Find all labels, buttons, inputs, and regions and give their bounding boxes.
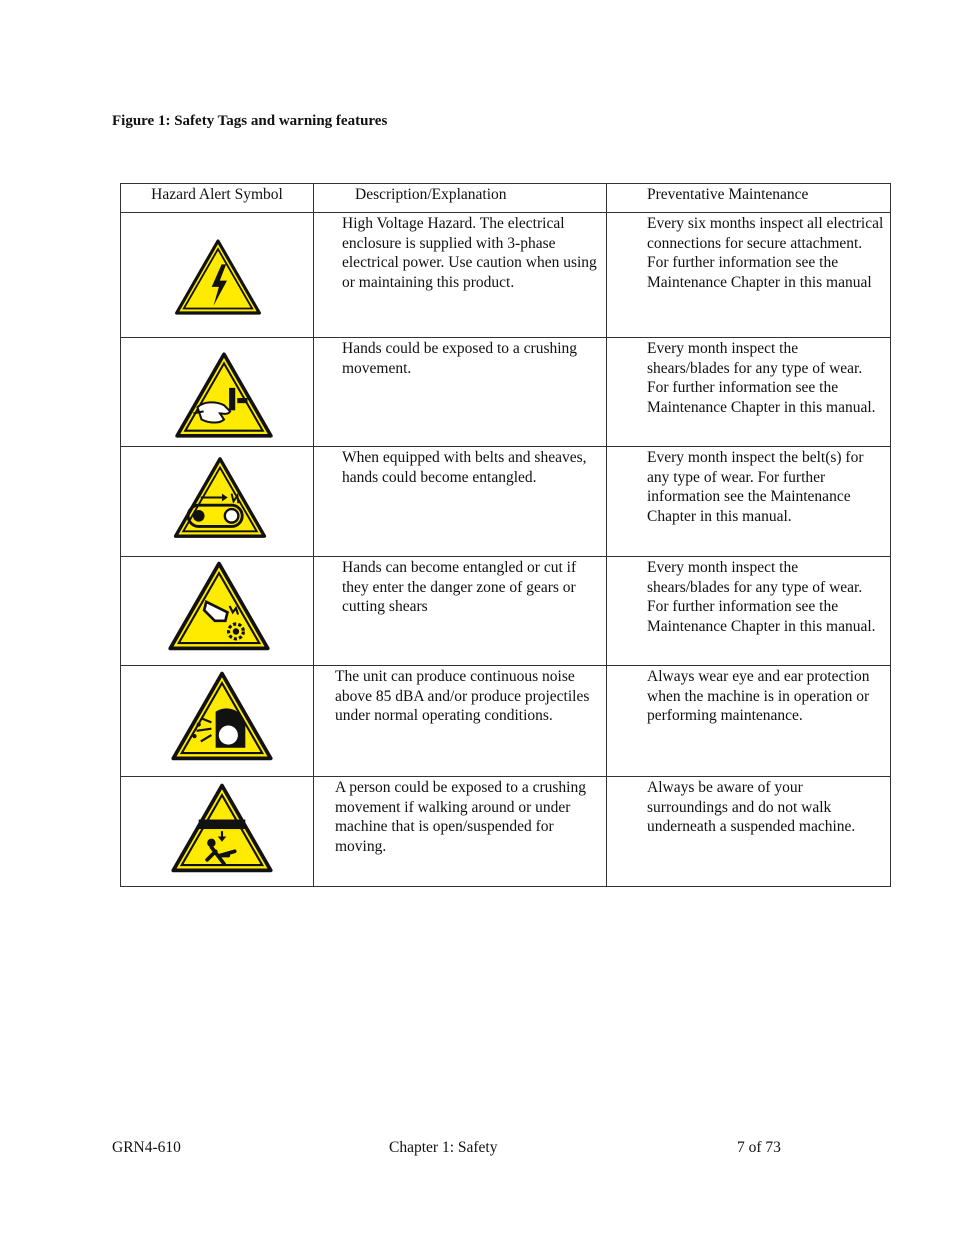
header-hazard-symbol: Hazard Alert Symbol xyxy=(121,184,314,213)
symbol-cell xyxy=(121,447,314,557)
maintenance-cell: Always be aware of your surroundings and do not walk underneath a suspended machine. xyxy=(607,777,891,887)
table-row xyxy=(121,666,891,777)
noise-projectile-warning-icon xyxy=(169,668,275,764)
table-row xyxy=(121,447,891,557)
symbol-cell xyxy=(121,666,314,777)
gear-cutting-warning-icon xyxy=(166,559,272,653)
symbol-cell xyxy=(121,213,314,338)
symbol-cell xyxy=(121,777,314,887)
table-row xyxy=(121,213,891,338)
maintenance-cell: Always wear eye and ear protection when the machine is in operation or performing maintenance. xyxy=(607,666,891,777)
table-row xyxy=(121,338,891,447)
maintenance-cell: Every month inspect the shears/blades for any type of wear. For further information see the Maintenance Chapter in this manual. xyxy=(607,338,891,447)
header-maintenance: Preventative Maintenance xyxy=(607,184,891,213)
description-cell: The unit can produce continuous noise above 85 dBA and/or produce projectiles under normal operating conditions. xyxy=(314,666,607,777)
belt-entanglement-warning-icon xyxy=(171,455,269,540)
description-cell: When equipped with belts and sheaves, hands could become entangled. xyxy=(314,447,607,557)
description-cell: Hands can become entangled or cut if they enter the danger zone of gears or cutting shears xyxy=(314,557,607,666)
symbol-cell xyxy=(121,557,314,666)
symbol-cell xyxy=(121,338,314,447)
header-description: Description/Explanation xyxy=(314,184,607,213)
table-row xyxy=(121,777,891,887)
safety-table xyxy=(120,183,891,887)
description-cell: A person could be exposed to a crushing movement if walking around or under machine that is open/suspended for moving. xyxy=(314,777,607,887)
description-cell: High Voltage Hazard. The electrical enclosure is supplied with 3-phase electrical power. Use caution when using or maintaining this product. xyxy=(314,213,607,338)
table-row xyxy=(121,557,891,666)
footer-chapter: Chapter 1: Safety xyxy=(389,1139,498,1156)
maintenance-cell: Every month inspect the shears/blades for any type of wear. For further information see the Maintenance Chapter in this manual. xyxy=(607,557,891,666)
hand-crush-warning-icon xyxy=(173,350,275,440)
description-cell: Hands could be exposed to a crushing movement. xyxy=(314,338,607,447)
footer-doc-id: GRN4-610 xyxy=(112,1139,181,1156)
table-header-row xyxy=(121,184,891,213)
maintenance-cell: Every month inspect the belt(s) for any type of wear. For further information see the Maintenance Chapter in this manual. xyxy=(607,447,891,557)
suspended-load-warning-icon xyxy=(169,780,275,876)
high-voltage-warning-icon xyxy=(173,237,263,317)
footer-page-number: 7 of 73 xyxy=(737,1139,781,1156)
maintenance-cell: Every six months inspect all electrical connections for secure attachment. For further information see the Maintenance Chapter in this manual xyxy=(607,213,891,338)
figure-title: Figure 1: Safety Tags and warning features xyxy=(112,113,388,129)
